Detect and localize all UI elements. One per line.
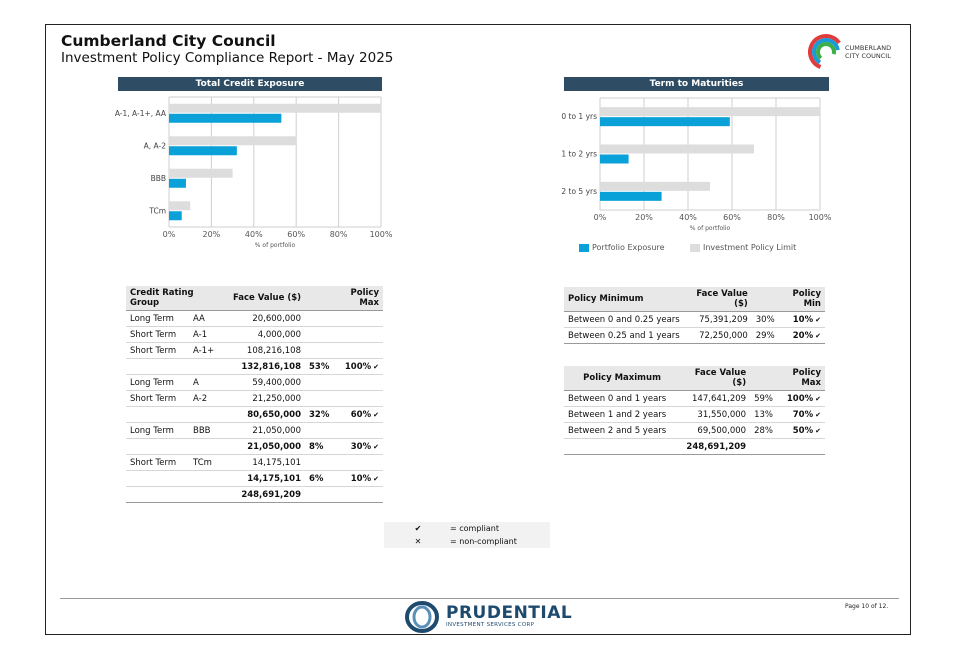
col-face-value: Face Value ($): [680, 366, 750, 391]
bar-policy-limit: [169, 169, 233, 178]
x-tick-label: 60%: [287, 230, 306, 239]
x-tick-label: 40%: [244, 230, 263, 239]
table-row: Long Term A 59,400,000: [126, 375, 383, 391]
compliant-label: = compliant: [450, 524, 499, 533]
check-icon: ✔: [373, 442, 379, 451]
compliant-icon: ✔: [414, 524, 422, 533]
table-row: Between 1 and 2 years 31,550,000 13% 70% ✔: [564, 407, 825, 423]
col-face-value: Face Value ($): [219, 286, 305, 311]
credit-exposure-chart: [105, 93, 395, 263]
policy-minimum-table: [564, 287, 825, 344]
bar-portfolio-exposure: [169, 211, 182, 220]
policy-maximum-table: [564, 366, 825, 455]
x-axis-label: % of portfolio: [254, 242, 296, 249]
bar-portfolio-exposure: [169, 114, 281, 123]
bar-policy-limit: [169, 104, 381, 113]
table-row: Long Term BBB 21,050,000: [126, 423, 383, 439]
legend-portfolio-swatch: [579, 244, 589, 252]
page-subtitle: Investment Policy Compliance Report - May 2025: [61, 50, 394, 66]
legend-limit-label: Investment Policy Limit: [703, 243, 797, 252]
check-icon: ✔: [815, 410, 821, 419]
table-row: Short Term A-1+ 108,216,108: [126, 343, 383, 359]
x-tick-label: 100%: [369, 230, 393, 239]
prudential-brand: PRUDENTIAL INVESTMENT SERVICES CORP: [446, 603, 573, 628]
table-row: Short Term A-2 21,250,000: [126, 391, 383, 407]
table-row: Long Term AA 20,600,000: [126, 311, 383, 327]
total-row: 248,691,209: [126, 487, 383, 503]
category-label: 2 to 5 yrs: [561, 186, 597, 196]
category-label: 0 to 1 yrs: [561, 112, 597, 122]
credit-rating-table: [126, 286, 383, 503]
bar-portfolio-exposure: [169, 179, 186, 188]
term-maturities-header: Term to Maturities: [564, 77, 829, 91]
x-axis-label: % of portfolio: [689, 225, 731, 232]
category-label: TCm: [149, 206, 166, 216]
bar-policy-limit: [169, 201, 190, 210]
x-tick-label: 60%: [723, 213, 741, 222]
check-icon: ✔: [373, 474, 379, 483]
footer-divider: [60, 598, 899, 599]
bar-portfolio-exposure: [600, 192, 662, 201]
total-row: 248,691,209: [564, 439, 825, 455]
check-icon: ✔: [815, 426, 821, 435]
category-label: BBB: [150, 173, 166, 183]
col-policy-minimum: Policy Minimum: [564, 287, 684, 312]
term-maturities-chart: [550, 93, 840, 263]
x-tick-label: 40%: [679, 213, 697, 222]
table-row: Short Term TCm 14,175,101: [126, 455, 383, 471]
col-policy-max: Policy Max: [777, 366, 825, 391]
category-label: A, A-2: [143, 141, 166, 151]
compliance-legend: [384, 522, 550, 548]
legend-portfolio-label: Portfolio Exposure: [592, 243, 665, 252]
prudential-logo-icon: [404, 601, 440, 633]
bar-portfolio-exposure: [169, 146, 237, 155]
subtotal-row: 14,175,101 6% 10% ✔: [126, 471, 383, 487]
table-row: Between 0.25 and 1 years 72,250,000 29% 20% ✔: [564, 328, 825, 344]
subtotal-row: 132,816,108 53% 100% ✔: [126, 359, 383, 375]
category-label: 1 to 2 yrs: [561, 149, 597, 159]
col-policy-max: Policy Max: [335, 286, 383, 311]
col-face-value: Face Value ($): [684, 287, 752, 312]
bar-policy-limit: [169, 136, 296, 145]
bar-policy-limit: [600, 107, 820, 116]
check-icon: ✔: [815, 315, 821, 324]
check-icon: ✔: [373, 362, 379, 371]
subtotal-row: 21,050,000 8% 30% ✔: [126, 439, 383, 455]
non-compliant-icon: ✕: [414, 537, 422, 546]
page-number: Page 10 of 12.: [845, 603, 889, 610]
bar-policy-limit: [600, 145, 754, 154]
non-compliant-label: = non-compliant: [450, 537, 517, 546]
table-row: Between 0 and 1 years 147,641,209 59% 100% ✔: [564, 391, 825, 407]
table-row: Between 0 and 0.25 years 75,391,209 30% 10% ✔: [564, 312, 825, 328]
col-credit-rating-group: Credit Rating Group: [126, 286, 219, 311]
x-tick-label: 0%: [162, 230, 176, 239]
page-title: Cumberland City Council: [61, 32, 276, 50]
check-icon: ✔: [815, 394, 821, 403]
table-row: Between 2 and 5 years 69,500,000 28% 50% ✔: [564, 423, 825, 439]
bar-portfolio-exposure: [600, 155, 629, 164]
bar-portfolio-exposure: [600, 117, 730, 126]
x-tick-label: 100%: [808, 213, 832, 222]
x-tick-label: 80%: [767, 213, 785, 222]
check-icon: ✔: [373, 410, 379, 419]
credit-exposure-header: Total Credit Exposure: [118, 77, 382, 91]
subtotal-row: 80,650,000 32% 60% ✔: [126, 407, 383, 423]
col-policy-maximum: Policy Maximum: [564, 366, 680, 391]
x-tick-label: 0%: [593, 213, 607, 222]
x-tick-label: 20%: [635, 213, 653, 222]
col-policy-min: Policy Min: [779, 287, 825, 312]
table-row: Short Term A-1 4,000,000: [126, 327, 383, 343]
logo-text: CUMBERLAND CITY COUNCIL: [845, 44, 892, 60]
x-tick-label: 80%: [329, 230, 348, 239]
category-label: A-1, A-1+, AA: [114, 108, 166, 118]
bar-policy-limit: [600, 182, 710, 191]
x-tick-label: 20%: [202, 230, 221, 239]
check-icon: ✔: [815, 331, 821, 340]
legend-limit-swatch: [690, 244, 700, 252]
